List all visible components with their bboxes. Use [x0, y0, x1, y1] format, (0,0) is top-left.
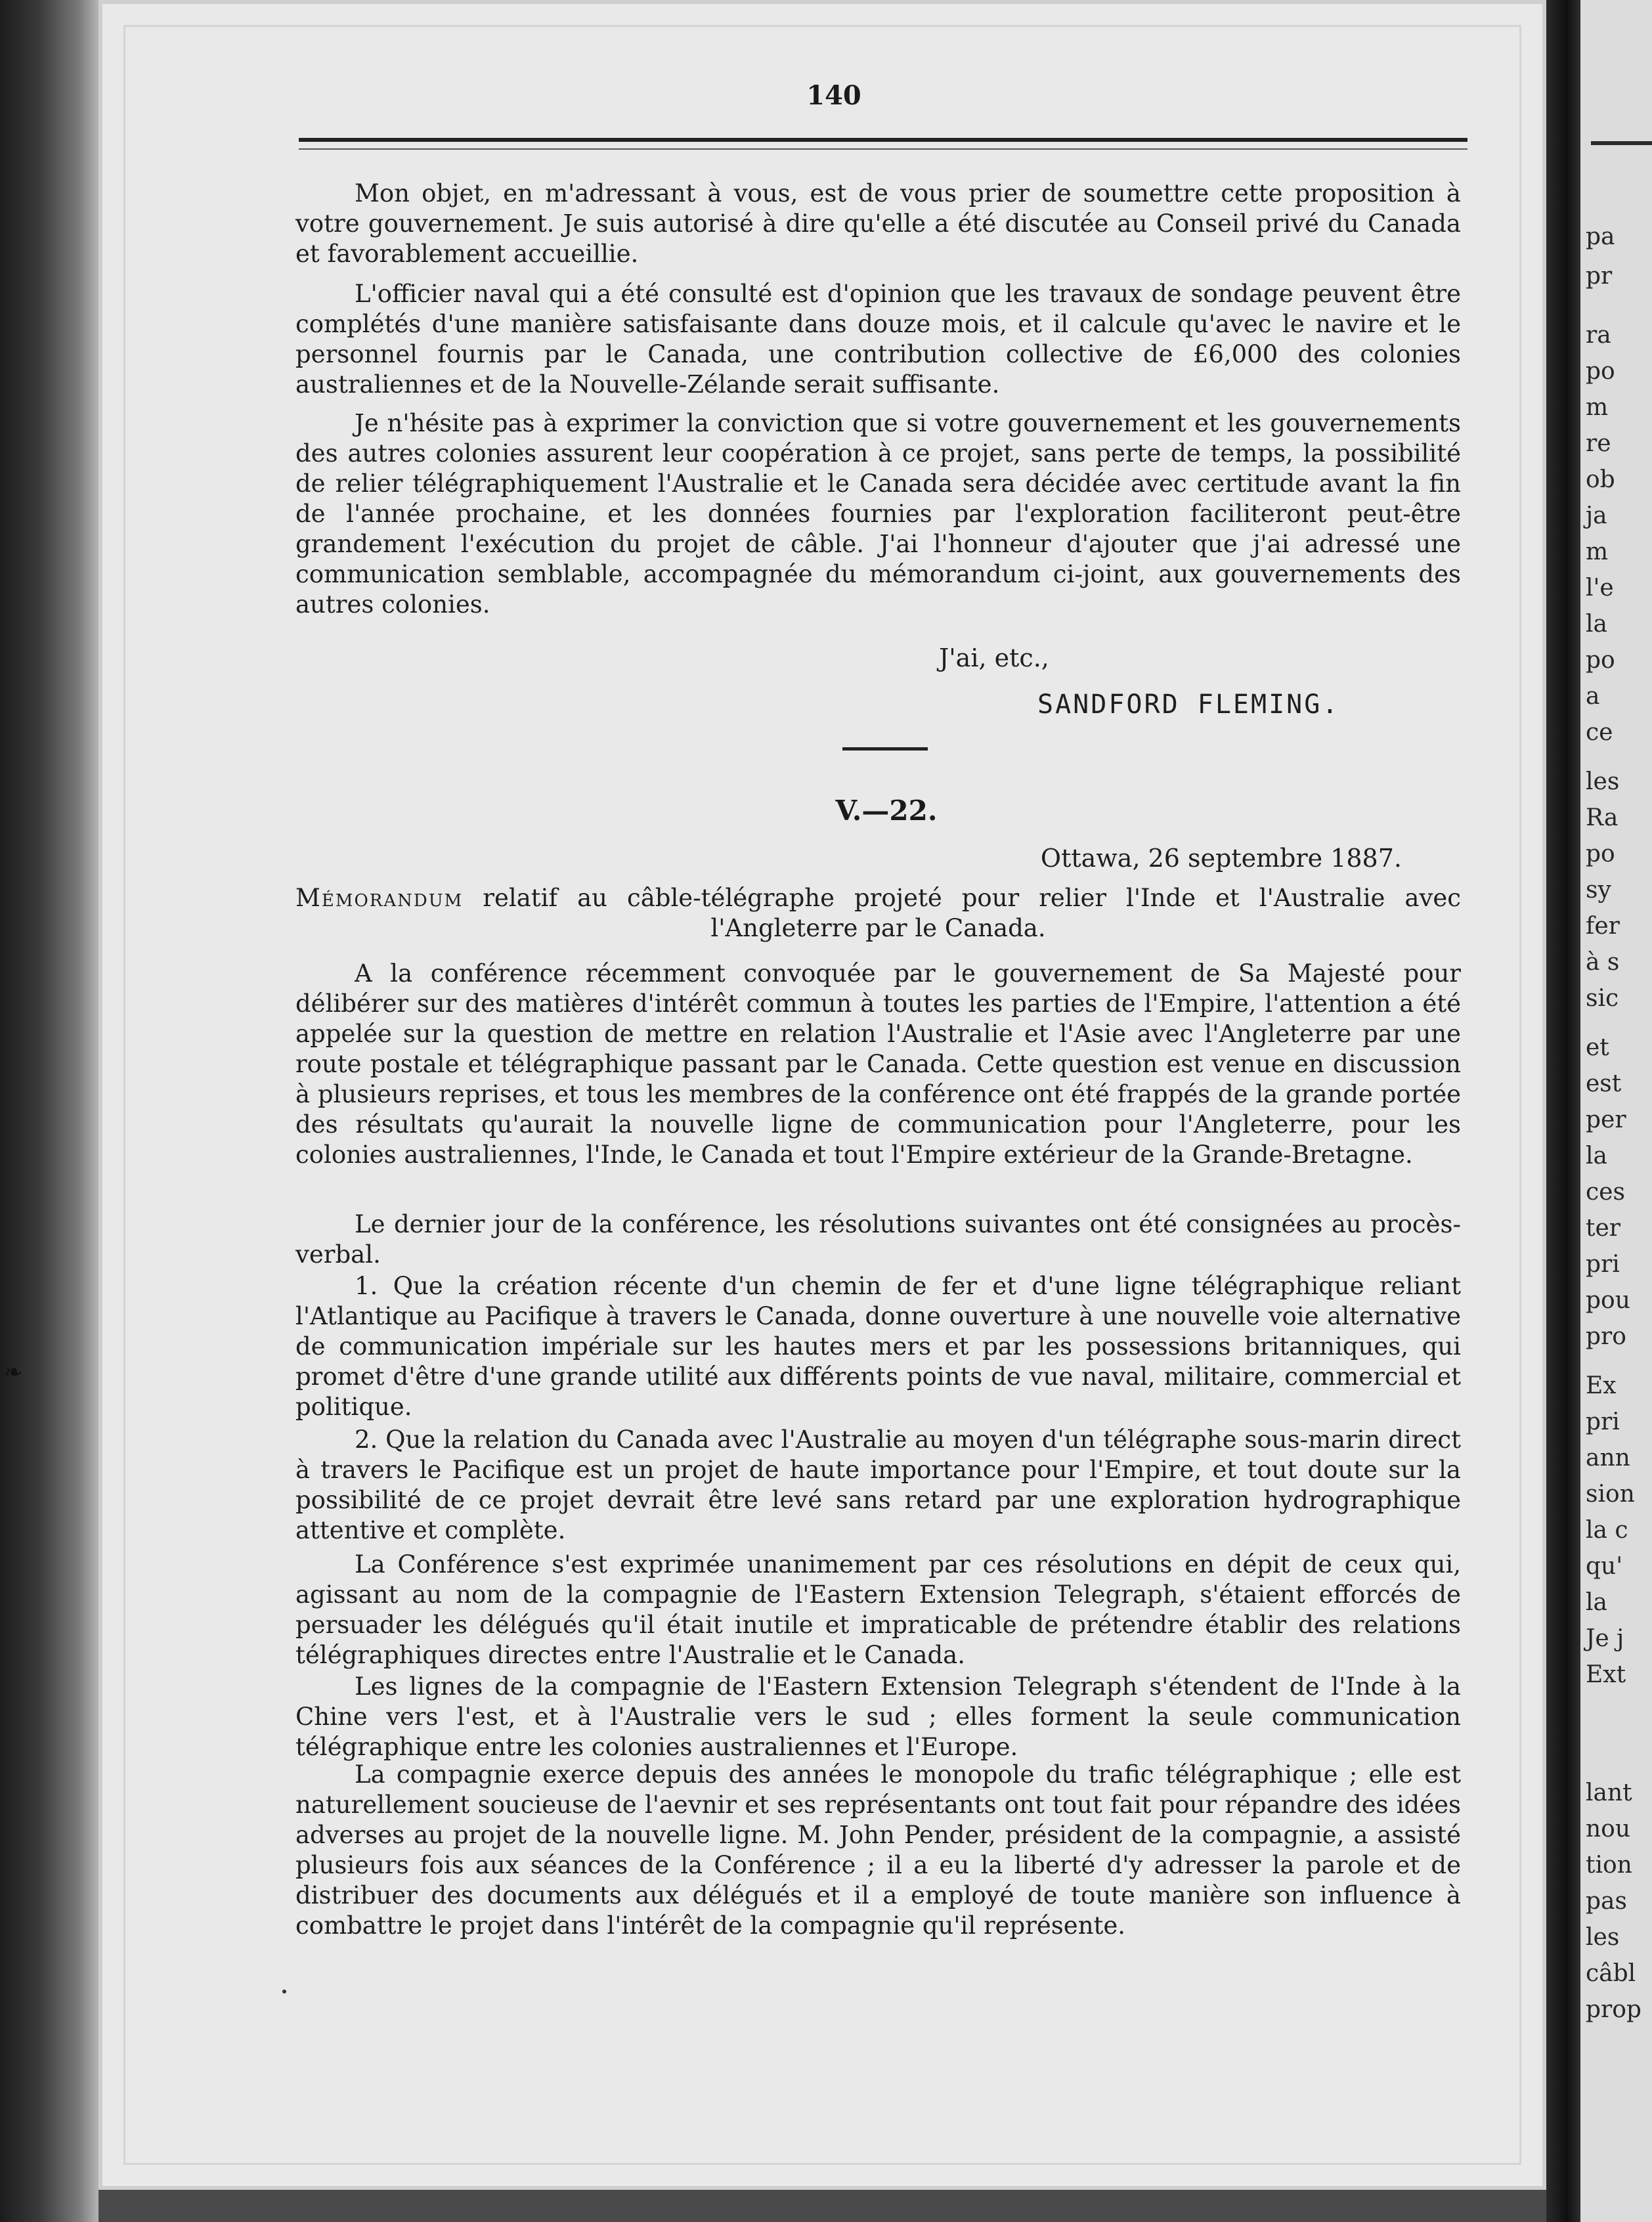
facing-page-fragment: po — [1586, 840, 1615, 867]
facing-page-fragment: la — [1586, 611, 1607, 638]
memo-paragraph: Le dernier jour de la conférence, les résolutions suivantes ont été consignées au procès-verbal. — [295, 1210, 1461, 1269]
facing-page-fragment: a — [1586, 683, 1600, 710]
facing-page-fragment: ra — [1586, 322, 1611, 349]
facing-page-fragment: m — [1586, 394, 1609, 421]
facing-page-rule — [1591, 141, 1652, 145]
memo-paragraph: Les lignes de la compagnie de l'Eastern Extension Telegraph s'étendent de l'Inde à la Chine vers l'est, et à l'Australie vers le sud ; elles forment la seule communication télégraphique entre les colonies australiennes et l'Europe. — [295, 1672, 1461, 1761]
paragraph: L'officier naval qui a été consulté est d'opinion que les travaux de sondage peuvent être complétés d'une manière satisfaisante dans douze mois, et il calcule qu'avec le navire et le personnel fournis par le Canada, une contribution collective de £6,000 des colonies australiennes et de la Nouvelle-Zélande serait suffisante. — [295, 280, 1461, 399]
facing-page-fragment: pa — [1586, 223, 1615, 250]
facing-page-fragment: re — [1586, 430, 1611, 457]
facing-page-fragment: Ra — [1586, 804, 1619, 831]
facing-page-fragment: fer — [1586, 913, 1620, 940]
dateline: Ottawa, 26 septembre 1887. — [1040, 844, 1402, 873]
facing-page-fragment: la — [1586, 1143, 1607, 1169]
ink-speck — [282, 1990, 286, 1993]
facing-page — [1580, 0, 1652, 2222]
document-number: V.—22. — [835, 795, 938, 827]
page-gutter — [1546, 0, 1580, 2222]
facing-page-fragment: l'e — [1586, 575, 1614, 601]
facing-page-fragment: la c — [1586, 1517, 1628, 1544]
facing-page-fragment: prop — [1586, 1996, 1641, 2023]
letter-closing: J'ai, etc., — [939, 643, 1049, 672]
facing-page-fragment: ces — [1586, 1179, 1625, 1206]
facing-page-fragment: pro — [1586, 1323, 1626, 1350]
margin-mark: ❧ — [4, 1359, 23, 1385]
facing-page-fragment: pas — [1586, 1888, 1627, 1915]
section-separator — [842, 747, 928, 751]
page-bottom-edge — [98, 2190, 1546, 2222]
memo-paragraph: La compagnie exerce depuis des années le monopole du trafic télégraphique ; elle est naturellement soucieuse de l'aevnir et ses représentants ont tout fait pour répandre des idées adverses au projet de la nouvelle ligne. M. John Pender, président de la compagnie, a assisté plusieurs fois aux séances de la Conférence ; il a eu la liberté d'y adresser la parole et de distribuer des documents aux délégués et il a employé de toute manière son influence à combattre le projet dans l'intérêt de la compagnie qu'il représente. — [295, 1760, 1461, 1940]
facing-page-fragment: câbl — [1586, 1960, 1636, 1987]
facing-page-fragment: les — [1586, 768, 1620, 795]
memorandum-heading-text: relatif au câble-télégraphe projeté pour relier l'Inde et l'Australie avec — [483, 884, 1462, 912]
facing-page-fragment: Ex — [1586, 1372, 1617, 1399]
memorandum-keyword: Mémorandum — [295, 884, 464, 912]
facing-page-fragment: ja — [1586, 502, 1607, 529]
header-rule-thin — [299, 148, 1467, 150]
memo-paragraph: La Conférence s'est exprimée unanimement par ces résolutions en dépit de ceux qui, agissant au nom de la compagnie de l'Eastern Extension Telegraph, s'étaient efforcés de persuader les délégués qu'il était inutile et impraticable de prétendre établir des relations télégraphiques directes entre l'Australie et le Canada. — [295, 1550, 1461, 1669]
facing-page-fragment: la — [1586, 1589, 1607, 1616]
header-rule — [299, 138, 1467, 142]
facing-page-fragment: ter — [1586, 1215, 1620, 1242]
facing-page-fragment: est — [1586, 1070, 1622, 1097]
letter-signature: SANDFORD FLEMING. — [1037, 689, 1340, 720]
memorandum-heading-line-1 — [295, 883, 1461, 913]
facing-page-fragment: lant — [1586, 1779, 1632, 1806]
paragraph: Je n'hésite pas à exprimer la conviction que si votre gouvernement et les gouvernements des autres colonies assurent leur coopération à ce projet, sans perte de temps, la possibilité de relier télégraphiquement l'Australie et le Canada sera décidée avec certitude avant la fin de l'année prochaine, et les données fournies par l'exploration faciliteront peut-être grandement l'exécution du projet de câble. J'ai l'honneur d'ajouter que j'ai adressé une communication semblable, accompagnée du mémorandum ci-joint, aux gouvernements des autres colonies. — [295, 409, 1461, 619]
facing-page-fragment: ob — [1586, 466, 1615, 493]
facing-page-fragment: pou — [1586, 1287, 1630, 1314]
facing-page-fragment: po — [1586, 647, 1615, 674]
memorandum-heading — [295, 883, 1461, 944]
memorandum-heading-line-2: l'Angleterre par le Canada. — [710, 914, 1046, 942]
facing-page-fragment: et — [1586, 1034, 1609, 1061]
facing-page-fragment: à s — [1586, 949, 1620, 976]
facing-page-fragment: per — [1586, 1106, 1626, 1133]
facing-page-fragment: sion — [1586, 1481, 1635, 1508]
facing-page-fragment: po — [1586, 358, 1615, 385]
resolution-1: 1. Que la création récente d'un chemin de fer et d'une ligne télégraphique reliant l'Atlantique au Pacifique à travers le Canada, donne ouverture à une nouvelle voie alternative de communication impériale sur les hautes mers et par les possessions britanniques, qui promet d'être d'une grande utilité aux différents points de vue naval, militaire, commercial et politique. — [295, 1272, 1461, 1421]
facing-page-fragment: sic — [1586, 985, 1619, 1012]
facing-page-fragment: ce — [1586, 719, 1613, 746]
book-spine — [0, 0, 98, 2222]
page-number: 140 — [806, 80, 861, 111]
facing-page-fragment: qu' — [1586, 1553, 1623, 1580]
facing-page-fragment: Je j — [1586, 1625, 1624, 1652]
facing-page-fragment: pri — [1586, 1251, 1620, 1278]
facing-page-fragment: Ext — [1586, 1661, 1626, 1688]
memo-paragraph: A la conférence récemment convoquée par le gouvernement de Sa Majesté pour délibérer sur des matières d'intérêt commun à toutes les parties de l'Empire, l'attention a été appelée sur la question de mettre en relation l'Australie et l'Asie avec l'Angleterre par une route postale et télégraphique passant par le Canada. Cette question est venue en discussion à plusieurs reprises, et tous les membres de la conférence ont été frappés de la grande portée des résultats qu'aurait la nouvelle ligne de communication pour l'Angleterre, pour les colonies australiennes, l'Inde, le Canada et tout l'Empire extérieur de la Grande-Bretagne. — [295, 959, 1461, 1169]
facing-page-fragment: pri — [1586, 1408, 1620, 1435]
paragraph: Mon objet, en m'adressant à vous, est de vous prier de soumettre cette proposition à votre gouvernement. Je suis autorisé à dire qu'elle a été discutée au Conseil privé du Canada et favorablement accueillie. — [295, 179, 1461, 268]
facing-page-fragment: les — [1586, 1924, 1620, 1951]
facing-page-fragment: sy — [1586, 877, 1611, 904]
facing-page-fragment: pr — [1586, 263, 1613, 290]
facing-page-fragment: ann — [1586, 1445, 1630, 1471]
resolution-2: 2. Que la relation du Canada avec l'Australie au moyen d'un télégraphe sous-marin direct à travers le Pacifique est un projet de haute importance pour l'Empire, et tout doute sur la possibilité de ce projet devrait être levé sans retard par une exploration hydrographique attentive et complète. — [295, 1426, 1461, 1544]
facing-page-fragment: m — [1586, 538, 1609, 565]
facing-page-fragment: tion — [1586, 1852, 1632, 1879]
facing-page-fragment: nou — [1586, 1816, 1631, 1842]
